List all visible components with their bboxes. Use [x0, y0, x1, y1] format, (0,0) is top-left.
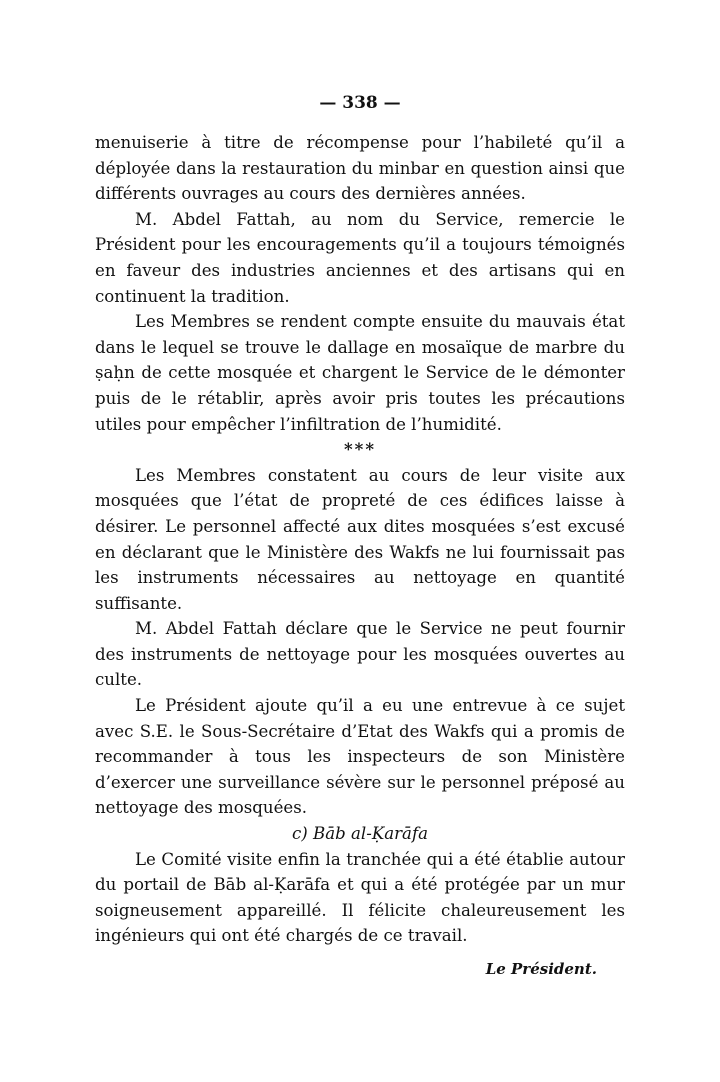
- page-number: — 338 —: [319, 93, 401, 113]
- document-body: [95, 130, 625, 979]
- section-heading: c) Bāb al-Ḳarāfa: [292, 824, 428, 844]
- paragraph-6: Le Président ajoute qu’il a eu une entrevue à ce sujet avec S.E. le Sous-Secrétaire d’Etat des Wakfs qui a promis de recommander à tous les inspecteurs de son Ministère d’exercer une surveillance sévère sur le personnel préposé au nettoyage des mosquées.: [95, 696, 625, 818]
- signature: Le Président.: [485, 960, 597, 978]
- paragraph-1: menuiserie à titre de récompense pour l’habileté qu’il a déployée dans la restauration du minbar en question ainsi que différents ouvrages au cours des dernières années.: [95, 133, 625, 204]
- paragraph-5: M. Abdel Fattah déclare que le Service ne peut fournir des instruments de nettoyage pour les mosquées ouvertes au culte.: [95, 619, 625, 690]
- paragraph-4: Les Membres constatent au cours de leur visite aux mosquées que l’état de propreté de ces édifices laisse à désirer. Le personnel affecté aux dites mosquées s’est excusé en déclarant que le Ministère des Wakfs ne lui fournissait pas les instruments nécessaires au nettoyage en quantité suffisante.: [95, 465, 625, 613]
- paragraph-7: Le Comité visite enfin la tranchée qui a été établie autour du portail de Bāb al-Ḳarāfa et qui a été protégée par un mur soigneusement appareillé. Il félicite chaleureusement les ingénieurs qui ont été chargés de ce travail.: [95, 849, 625, 946]
- paragraph-3: Les Membres se rendent compte ensuite du mauvais état dans le lequel se trouve le dallage en mosaïque de marbre du ṣaḥn de cette mosquée et chargent le Service de le démonter puis de le rétablir, après avoir pris toutes les précautions utiles pour empêcher l’infiltration de l’humidité.: [95, 312, 625, 434]
- section-separator: ***: [343, 439, 377, 460]
- paragraph-2: M. Abdel Fattah, au nom du Service, remercie le Président pour les encouragements qu’il a toujours témoignés en faveur des industries anciennes et des artisans qui en continuent la tradition.: [95, 209, 625, 306]
